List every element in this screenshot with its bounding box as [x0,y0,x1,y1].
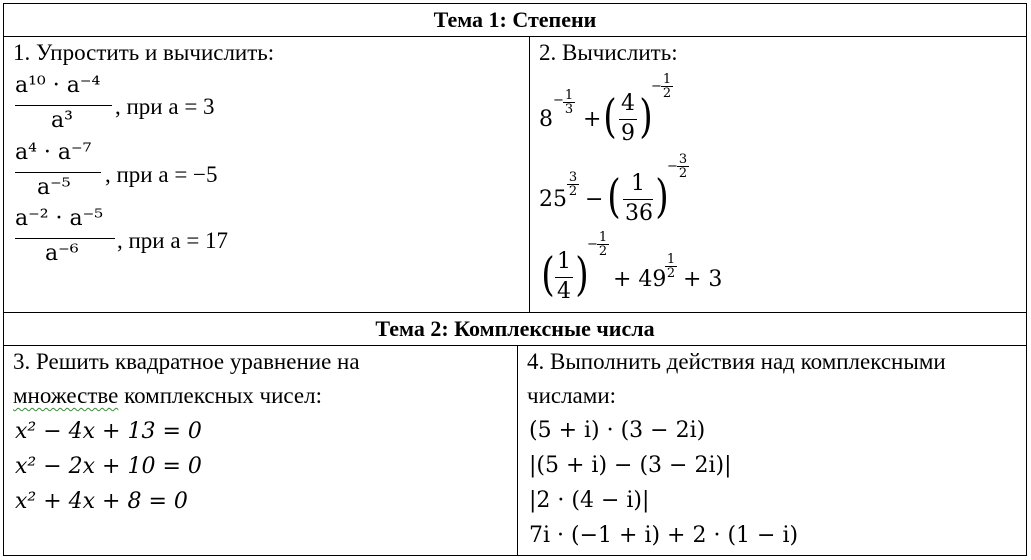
fraction-bar [15,105,112,106]
task-1-condition-1: , при a = 3 [115,94,215,119]
table-border-top [3,3,1027,4]
task-2-expression-1: 8 − 1 3 + ( 4 9 ) − 1 2 [539,72,672,146]
fraction-bar [15,172,101,173]
section-1-title: Тема 1: Степени [433,7,597,32]
table-border-left [3,3,4,556]
complex-expression-1: (5 + i) · (3 − 2i) [529,418,706,443]
task-3-heading-line-2 [13,382,322,410]
table-border-right [1026,3,1027,556]
equation-3: x² + 4x + 8 = 0 [15,489,188,514]
task-3-heading-line-2-rest: комплексных чисел: [118,383,322,408]
complex-expression-2: |(5 + i) − (3 − 2i)| [529,453,732,478]
task-2-heading: 2. Вычислить: [539,40,678,65]
fraction-denominator: a³ [51,108,73,133]
fraction-numerator: a⁻² · a⁻⁵ [15,206,104,231]
column-divider [529,36,530,313]
fraction-denominator: a⁻⁵ [37,175,71,200]
fraction-numerator: a⁴ · a⁻⁷ [15,140,92,165]
topics-table [3,3,1026,558]
task-2-expression-3: ( 1 4 ) − 1 2 + 49 1 2 + 3 [541,230,723,304]
spellcheck-underlined-word: множестве [13,383,119,408]
fraction-denominator: a⁻⁶ [45,241,79,266]
fraction-bar [15,238,115,239]
complex-expression-3: |2 · (4 − i)| [529,488,650,513]
section-2-title: Тема 2: Комплексные числа [375,316,655,341]
row-divider [3,312,1027,313]
fraction-numerator: a¹⁰ · a⁻⁴ [15,73,101,98]
column-divider [517,345,518,556]
row-divider [3,36,1027,37]
task-1-condition-3: , при a = 17 [117,228,229,253]
row-divider [3,345,1027,346]
complex-expression-4: 7i · (−1 + i) + 2 · (1 − i) [529,523,799,548]
task-1-heading: 1. Упростить и вычислить: [13,40,275,65]
equation-1: x² − 4x + 13 = 0 [15,419,202,444]
task-2-expression-2: 25 3 2 − ( 1 36 ) − 3 2 [539,152,688,226]
task-4-heading-line-1: 4. Выполнить действия над комплексными [527,349,946,374]
task-4-heading-line-2: числами: [527,383,617,408]
table-border-bottom [3,555,1027,556]
equation-2: x² − 2x + 10 = 0 [15,454,202,479]
task-1-condition-2: , при a = −5 [105,162,218,187]
task-3-heading-line-1: 3. Решить квадратное уравнение на [13,349,360,374]
